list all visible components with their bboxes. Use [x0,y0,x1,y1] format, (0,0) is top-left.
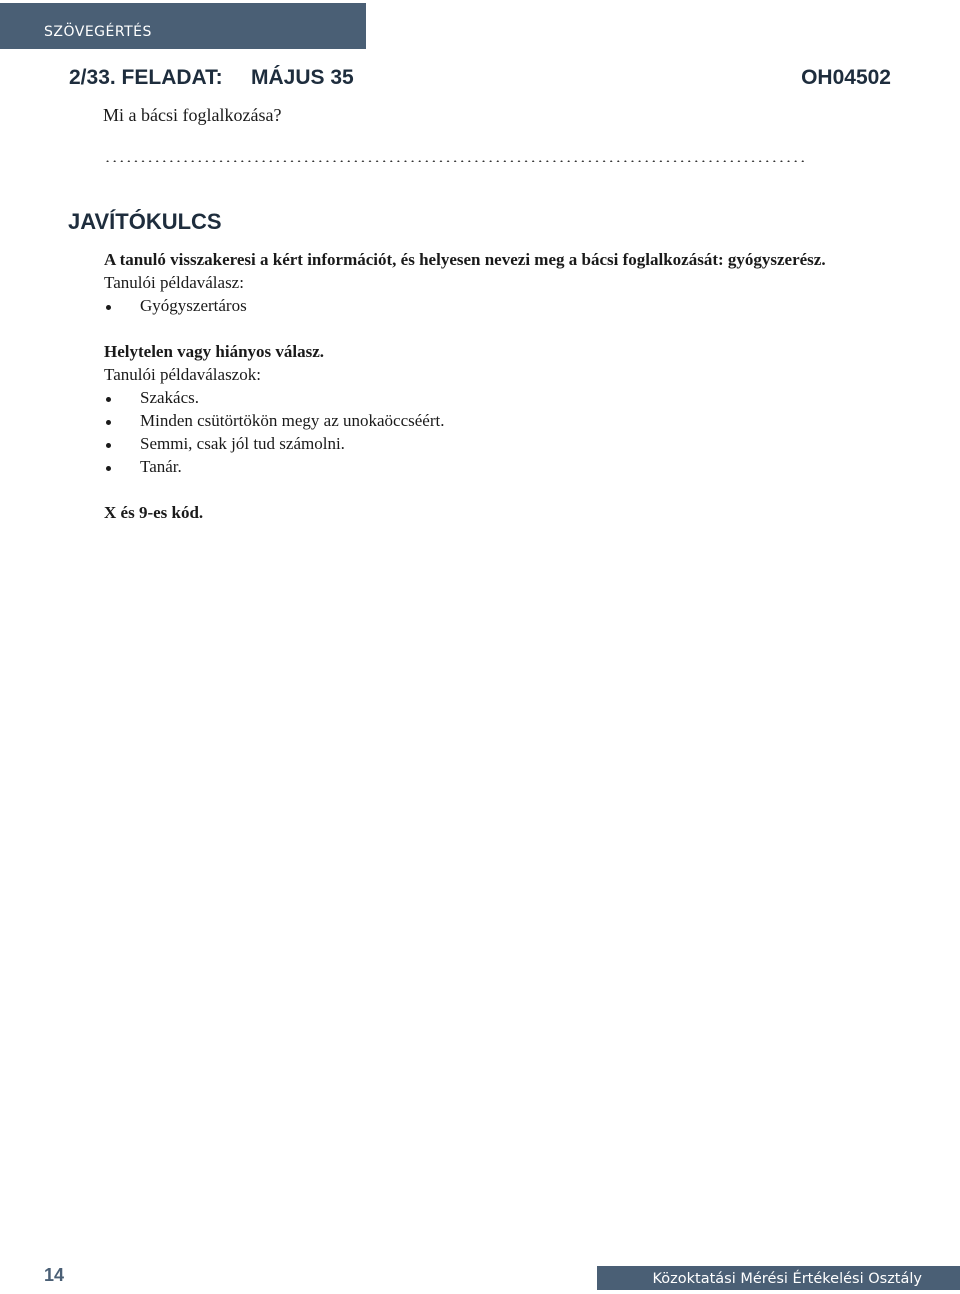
incorrect-criteria: Helytelen vagy hiányos válasz. [104,342,325,361]
list-item: Minden csütörtökön megy az unokaöccséért. [104,409,864,432]
correct-examples-list [104,294,864,317]
incorrect-examples-label: Tanulói példaválaszok: [104,365,261,384]
question-text: Mi a bácsi foglalkozása? [103,105,282,125]
task-title: MÁJUS 35 [251,66,354,89]
task-code: OH04502 [801,66,891,89]
page-number: 14 [44,1265,65,1285]
list-item: Tanár. [104,455,864,478]
task-header [69,66,891,98]
task-number: 2/33. FELADAT: [69,66,223,89]
list-item: Gyógyszertáros [104,294,864,317]
incorrect-examples-list [104,386,864,478]
footer-organization: Közoktatási Mérési Értékelési Osztály [597,1266,960,1290]
answer-key-body [104,248,864,524]
list-item: Semmi, csak jól tud számolni. [104,432,864,455]
answer-key-heading: JAVÍTÓKULCS [68,209,222,234]
codes-note: X és 9-es kód. [104,503,204,522]
correct-examples-label: Tanulói példaválasz: [104,273,244,292]
answer-line [104,160,807,162]
section-tab: SZÖVEGÉRTÉS [0,3,366,49]
correct-criteria: A tanuló visszakeresi a kért információt, és helyesen nevezi meg a bácsi foglalkozását: gyógyszerész. [104,250,826,269]
list-item: Szakács. [104,386,864,409]
